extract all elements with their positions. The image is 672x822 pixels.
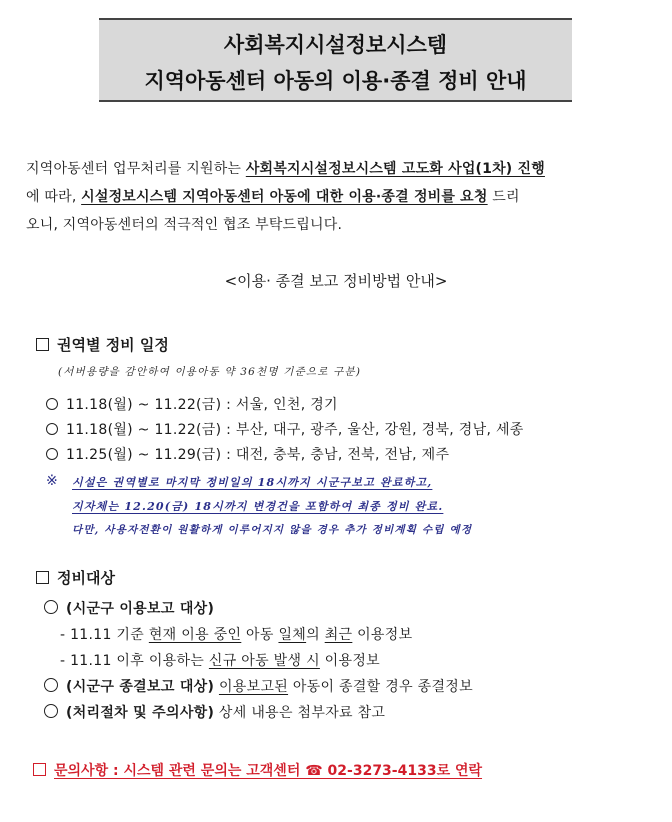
schedule-row [46,444,449,464]
remark-line-3: 다만, 사용자전환이 원활하게 이루어지지 않을 경우 추가 정비계획 수립 예정 [72,524,473,536]
target-process-row [44,702,385,722]
title-line-2: 지역아동센터 아동의 이용·종결 정비 안내 [144,69,527,93]
remark-line-2 [72,498,443,514]
checkbox-square-icon [36,571,49,584]
sub-text: 의 [306,627,325,643]
circle-bullet-icon [46,423,58,435]
intro-text: 에 따라, [26,189,82,205]
target-report-row [44,598,214,618]
sub-text: 이용정보 [319,653,380,669]
circle-bullet-icon [44,600,58,614]
contact-row [33,760,482,780]
remark-text: 시설은 권역별로 마지막 정비일의 18시까지 시군구보고 완료하고, [72,476,433,489]
document-title-box [99,18,572,102]
sub-text: 아동이 종결할 경우 종결정보 [288,679,473,695]
sub-underline: 현재 이용 중인 [148,627,242,643]
schedule-row-text: 11.25(월) ~ 11.29(금) : 대전, 충북, 충남, 전북, 전남, 제주 [66,447,450,463]
reference-mark-icon: ※ [46,473,58,489]
circle-bullet-icon [46,448,58,460]
checkbox-square-icon [33,763,46,776]
sub-text: - 11.11 이후 이용하는 [60,653,209,669]
schedule-heading-row [36,334,169,355]
sub-text: 이용정보 [352,627,413,643]
sub-underline: 일체 [278,627,307,643]
checkbox-square-icon [36,338,49,351]
sub-text: 상세 내용은 첨부자료 참고 [214,705,386,721]
target-report-label: (시군구 이용보고 대상) [66,601,215,617]
target-heading: 정비대상 [57,569,115,587]
guide-heading: <이용· 종결 보고 정비방법 안내> [224,272,448,290]
schedule-row [46,394,338,414]
target-end-row [44,676,473,696]
target-sub-row-2 [60,650,380,670]
sub-text: - 11.11 기준 [60,627,149,643]
intro-text: 지역아동센터 업무처리를 지원하는 [26,161,246,177]
contact-text: 문의사항 : 시스템 관련 문의는 고객센터 ☎ 02-3273-4133로 연락 [54,763,483,779]
target-process-label: (처리절차 및 주의사항) [66,705,215,721]
intro-highlight-2: 시설정보시스템 지역아동센터 아동에 대한 이용·종결 정비를 요청 [81,189,488,205]
sub-text: 아동 [241,627,279,643]
intro-highlight-1: 사회복지시설정보시스템 고도화 사업(1차) 진행 [245,161,545,177]
circle-bullet-icon [44,678,58,692]
target-sub-row-1 [60,624,412,644]
sub-underline: 이용보고된 [218,679,289,695]
target-end-label: (시군구 종결보고 대상) [66,679,215,695]
schedule-heading: 권역별 정비 일정 [57,336,169,354]
target-heading-row [36,567,115,588]
intro-line-3: 오니, 지역아동센터의 적극적인 협조 부탁드립니다. [26,217,343,233]
remark-text: 지자체는 12.20(금) 18시까지 변경건을 포함하여 최종 정비 완료. [72,500,444,513]
intro-line-1 [26,158,545,178]
schedule-note: (서버용량을 감안하여 이용아동 약 36천명 기준으로 구분) [58,366,362,378]
remark-line-1 [72,474,432,490]
sub-underline: 최근 [324,627,353,643]
circle-bullet-icon [44,704,58,718]
schedule-row [46,419,524,439]
circle-bullet-icon [46,398,58,410]
intro-line-2 [26,186,520,206]
sub-underline: 신규 아동 발생 시 [208,653,320,669]
schedule-row-text: 11.18(월) ~ 11.22(금) : 서울, 인천, 경기 [66,397,338,413]
schedule-row-text: 11.18(월) ~ 11.22(금) : 부산, 대구, 광주, 울산, 강원, 경북, 경남, 세종 [66,422,524,438]
intro-text: 드리 [487,189,520,205]
title-line-1: 사회복지시설정보시스템 [223,33,448,57]
